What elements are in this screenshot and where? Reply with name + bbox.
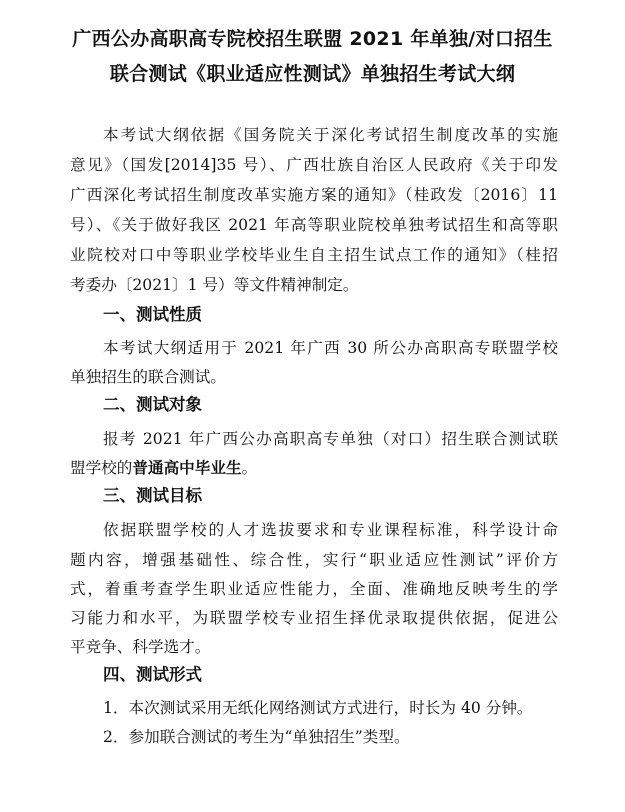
section-goal-line: 依据联盟学校的人才选拔要求和专业课程标准，科学设计命 [103, 521, 558, 539]
section-goal-line: 题内容，增强基础性、综合性，实行“职业适应性测试”评价方 [70, 551, 558, 569]
section-target-line [70, 458, 558, 478]
intro-line: 业院校对口中等职业学校毕业生自主招生试点工作的通知》（桂招 [70, 246, 558, 264]
section-heading-goal: 三、测试目标 [103, 486, 202, 505]
section-target-suffix: 。 [241, 459, 258, 477]
section-nature-line: 单独招生的联合测试。 [70, 368, 226, 386]
section-form-item: 2．参加联合测试的考生为“单独招生”类型。 [103, 728, 410, 746]
document-title-line-1: 广西公办高职高专院校招生联盟 2021 年单独/对口招生 [72, 28, 553, 50]
section-heading-nature: 一、测试性质 [103, 305, 202, 324]
section-goal-line: 式，着重考查学生职业适应性能力，全面、准确地反映考生的学 [70, 580, 558, 598]
section-goal-line: 习能力和水平，为联盟学校专业招生择优录取提供依据，促进公 [70, 609, 558, 627]
intro-line: 广西深化考试招生制度改革实施方案的通知》（桂政发〔2016〕11 [70, 186, 558, 204]
document-title-line-2: 联合测试《职业适应性测试》单独招生考试大纲 [109, 63, 516, 85]
section-target-line: 报考 2021 年广西公办高职高专单独（对口）招生联合测试联 [103, 430, 558, 448]
section-goal-line: 平竞争、科学选才。 [70, 638, 211, 656]
section-nature-line: 本考试大纲适用于 2021 年广西 30 所公办高职高专联盟学校 [103, 339, 558, 357]
section-heading-form: 四、测试形式 [103, 665, 202, 684]
intro-line: 考委办〔2021〕1 号）等文件精神制定。 [70, 276, 359, 294]
section-form-item: 1．本次测试采用无纸化网络测试方式进行，时长为 40 分钟。 [103, 699, 533, 717]
section-target-emphasis: 普通高中毕业生 [132, 459, 242, 477]
section-target-prefix: 盟学校的 [70, 459, 133, 477]
section-heading-target: 二、测试对象 [103, 395, 202, 414]
intro-line: 本考试大纲依据《国务院关于深化考试招生制度改革的实施 [103, 126, 558, 144]
intro-line: 号）、《关于做好我区 2021 年高等职业院校单独考试招生和高等职 [70, 216, 558, 234]
intro-line: 意见》（国发[2014]35 号）、广西壮族自治区人民政府《关于印发 [70, 156, 558, 174]
